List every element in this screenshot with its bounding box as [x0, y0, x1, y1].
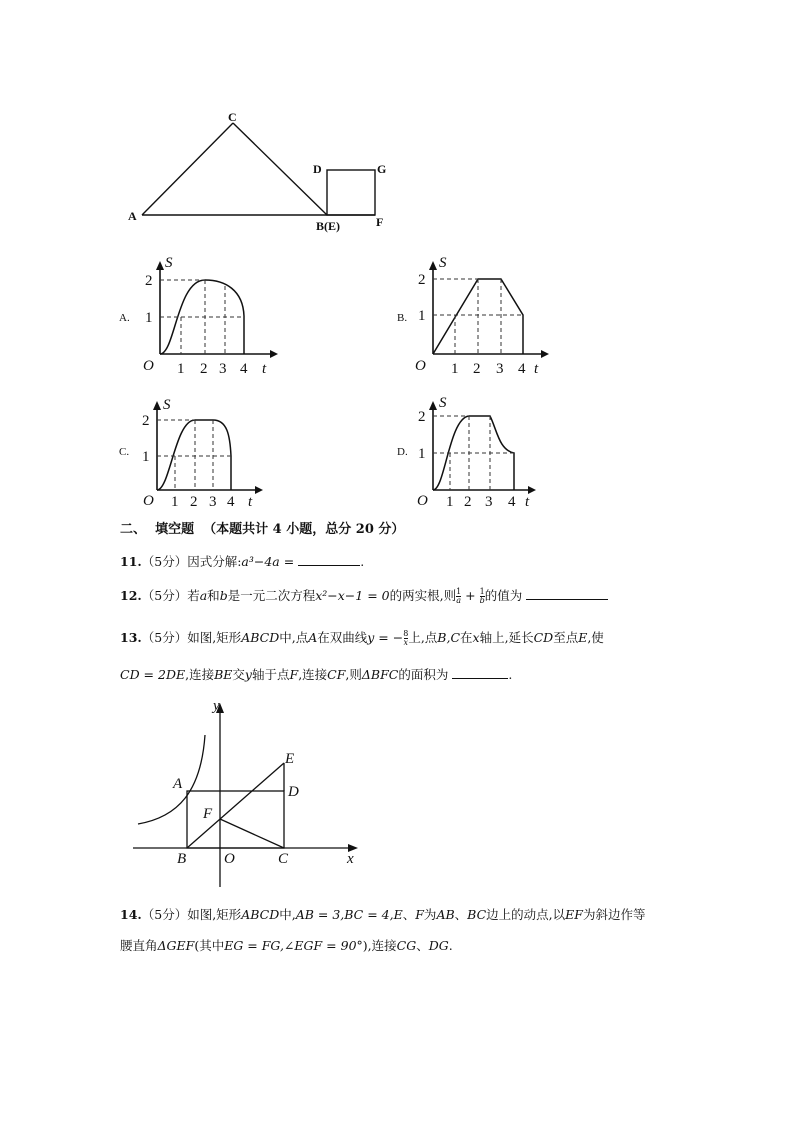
q13-y-axis: y [244, 667, 252, 682]
q14-t7: 为斜边作等 [582, 907, 646, 922]
q14-condition: EG = FG,∠EGF = 90° [224, 938, 363, 953]
tick-x-4: 4 [508, 494, 516, 508]
tick-x-4: 4 [240, 361, 248, 375]
q13-fig-e: E [285, 751, 295, 767]
option-b-label: B. [397, 312, 408, 324]
q12-frac1-den: a [456, 596, 462, 605]
q14-t6: 边上的动点,以 [486, 907, 566, 922]
q13-cd-eq: CD = 2DE [120, 667, 186, 682]
q14-t8: 腰直角 [120, 938, 158, 953]
q13-t12: ,连接 [298, 667, 328, 682]
tick-x-2: 2 [464, 494, 472, 508]
tick-y-1: 1 [142, 449, 150, 465]
axis-s-label: S [165, 255, 173, 271]
tick-y-2: 2 [145, 273, 153, 289]
q12-equation: x²−x−1 = 0 [315, 588, 390, 603]
question-14-line-2 [120, 936, 453, 954]
q13-e: E [578, 630, 588, 645]
label-f: F [376, 215, 384, 229]
option-a-label: A. [119, 312, 130, 324]
option-c-graph [115, 390, 275, 508]
q14-number: 14. [120, 907, 142, 922]
q13-bc: B,C [437, 630, 461, 645]
q13-t8: ,使 [587, 630, 604, 645]
question-13-line-2 [120, 665, 512, 683]
q13-t2: 中,点 [279, 630, 309, 645]
q12-frac2-num: 1 [479, 587, 485, 596]
tick-y-2: 2 [418, 272, 426, 288]
q11-expression: a³−4a = [241, 554, 295, 569]
q14-f: F [415, 907, 424, 922]
q13-t3: 在双曲线 [317, 630, 368, 645]
tick-y-1: 1 [418, 308, 426, 324]
q11-score: （5分） [141, 554, 188, 569]
q14-t3: 、 [402, 907, 416, 922]
q14-t4: 为 [423, 907, 437, 922]
q14-bc2: BC [467, 907, 487, 922]
tick-x-1: 1 [451, 361, 459, 375]
q13-abcd: ABCD [241, 630, 280, 645]
q13-be: BE [214, 667, 233, 682]
q14-ef: EF [565, 907, 583, 922]
label-be: B(E) [316, 219, 340, 233]
axis-s-label: S [163, 397, 171, 413]
label-a: A [128, 209, 137, 223]
q12-text2: 是一元二次方程 [227, 588, 316, 603]
q12-plus: + [461, 588, 480, 603]
tick-y-2: 2 [418, 409, 426, 425]
tick-y-1: 1 [145, 310, 153, 326]
axis-s-label: S [439, 395, 447, 411]
q13-score: （5分） [141, 630, 188, 645]
tick-x-3: 3 [485, 494, 493, 508]
option-b-graph [393, 250, 563, 375]
q14-t10: ),连接 [362, 938, 397, 953]
q12-frac1-num: 1 [456, 587, 462, 596]
q12-number: 12. [120, 588, 142, 603]
axis-t-label: t [525, 494, 530, 508]
q13-t5: 在 [460, 630, 473, 645]
main-geometry-figure [120, 105, 400, 240]
q12-a: a [199, 588, 208, 603]
q13-fig-o: O [224, 851, 235, 867]
q13-cf: CF [327, 667, 346, 682]
question-13-line-1 [120, 628, 604, 647]
option-a-graph [115, 250, 285, 375]
axis-s-label: S [439, 255, 447, 271]
q13-t1: 如图,矩形 [187, 630, 242, 645]
q14-dg: DG [428, 938, 449, 953]
label-g: G [377, 162, 387, 176]
question-12 [120, 586, 608, 605]
tick-x-2: 2 [190, 494, 198, 508]
q12-text4: 的值为 [484, 588, 523, 603]
q13-t6: 轴上,延长 [479, 630, 534, 645]
q11-answer-blank[interactable] [298, 553, 360, 566]
option-c-label: C. [119, 446, 130, 458]
origin-label: O [417, 493, 428, 508]
q14-t5: 、 [454, 907, 468, 922]
axis-t-label: t [534, 361, 539, 375]
q14-t2: 中, [279, 907, 296, 922]
question-11 [120, 552, 364, 570]
q13-triangle: ΔBFC [361, 667, 399, 682]
q13-x: x [472, 630, 480, 645]
tick-x-4: 4 [518, 361, 526, 375]
q13-t14: 的面积为 [398, 667, 449, 682]
q11-number: 11. [120, 554, 142, 569]
q12-text1: 若 [187, 588, 200, 603]
q14-period: . [448, 938, 453, 953]
q12-answer-blank[interactable] [526, 587, 608, 600]
section-number: 二、 [120, 522, 147, 537]
question-14-line-1 [120, 905, 645, 923]
section-title: 填空题 [155, 522, 195, 537]
q13-number: 13. [120, 630, 142, 645]
tick-x-3: 3 [209, 494, 217, 508]
section-heading [120, 518, 404, 537]
q13-t4: 上,点 [408, 630, 438, 645]
q14-score: （5分） [141, 907, 188, 922]
q13-fig-b: B [177, 851, 187, 867]
q14-gef: ΔGEF [157, 938, 195, 953]
q11-text: 因式分解: [187, 554, 242, 569]
q13-fig-y: y [213, 698, 220, 714]
origin-label: O [143, 358, 154, 374]
q13-f: F [289, 667, 299, 682]
q13-fig-d: D [288, 784, 299, 800]
q13-fig-c: C [278, 851, 289, 867]
tick-x-1: 1 [446, 494, 454, 508]
q14-t1: 如图,矩形 [187, 907, 242, 922]
q13-t9: ,连接 [185, 667, 215, 682]
q12-text3: 的两实根,则 [389, 588, 457, 603]
q11-period: . [360, 554, 365, 569]
tick-y-2: 2 [142, 413, 150, 429]
q13-fig-f: F [203, 806, 213, 822]
q13-period: . [508, 667, 513, 682]
q13-figure [133, 697, 368, 892]
axis-t-label: t [262, 361, 267, 375]
q13-point-a: A [308, 630, 318, 645]
q12-frac2-den: b [479, 596, 485, 605]
tick-x-2: 2 [473, 361, 481, 375]
tick-y-1: 1 [418, 446, 426, 462]
tick-x-3: 3 [219, 361, 227, 375]
section-note: （本题共计 4 小题，总分 20 分） [203, 522, 405, 537]
tick-x-2: 2 [200, 361, 208, 375]
q14-ab: AB = 3,BC = 4,E [295, 907, 403, 922]
q13-frac-den: x [403, 638, 409, 647]
q13-t13: ,则 [345, 667, 362, 682]
q13-frac-num: 8 [403, 629, 409, 638]
tick-x-3: 3 [496, 361, 504, 375]
label-c: C [228, 110, 237, 124]
q13-fig-x: x [347, 851, 354, 867]
option-d-graph [393, 390, 553, 508]
q13-y-expr: y = − [367, 630, 404, 645]
origin-label: O [143, 493, 154, 508]
q13-t7: 至点 [553, 630, 579, 645]
q14-ab2: AB [436, 907, 455, 922]
origin-label: O [415, 358, 426, 374]
q13-answer-blank[interactable] [452, 666, 508, 679]
q14-t9: (其中 [194, 938, 225, 953]
q14-abcd: ABCD [241, 907, 280, 922]
q12-b: b [219, 588, 228, 603]
q12-and: 和 [207, 588, 220, 603]
tick-x-1: 1 [171, 494, 179, 508]
axis-t-label: t [248, 494, 253, 508]
q13-cd: CD [533, 630, 554, 645]
q13-fig-a: A [173, 776, 183, 792]
q13-t10: 交 [232, 667, 245, 682]
q13-t11: 轴于点 [251, 667, 290, 682]
tick-x-4: 4 [227, 494, 235, 508]
q14-cg: CG [396, 938, 417, 953]
tick-x-1: 1 [177, 361, 185, 375]
label-d: D [313, 162, 322, 176]
q12-score: （5分） [141, 588, 188, 603]
q14-t11: 、 [416, 938, 429, 953]
option-d-label: D. [397, 446, 408, 458]
